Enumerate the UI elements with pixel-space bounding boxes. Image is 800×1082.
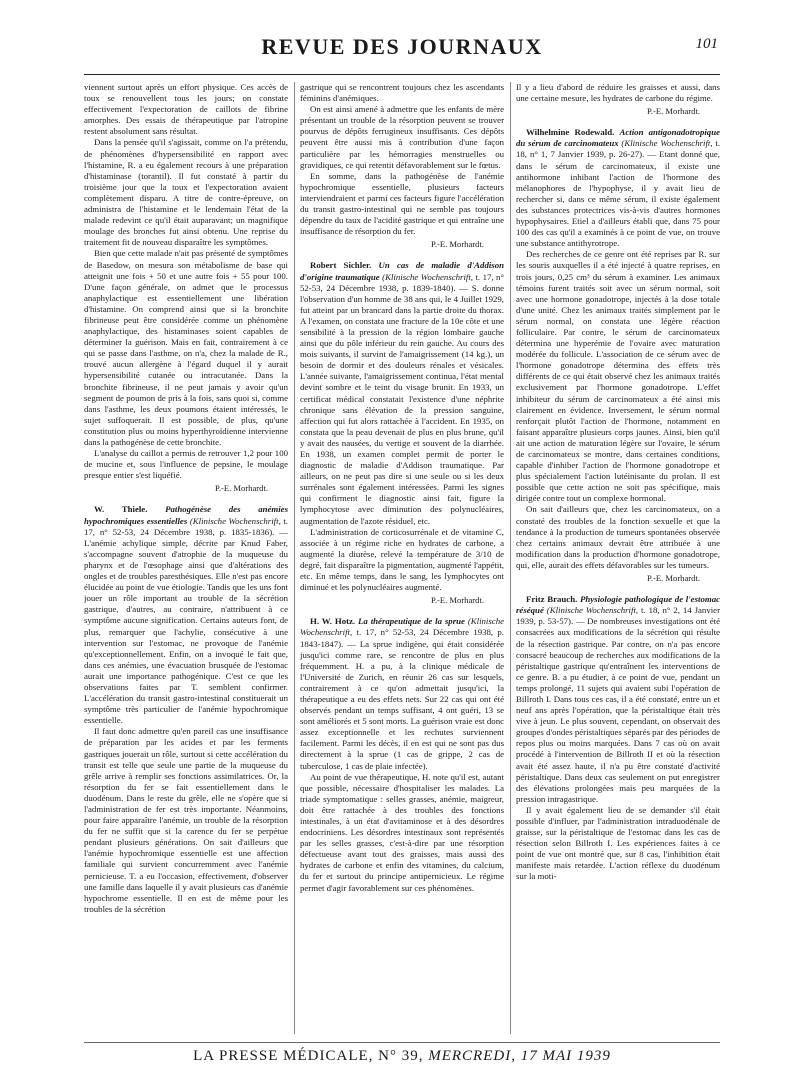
article-author: Robert Sichler. bbox=[310, 260, 372, 271]
footer-date: MERCREDI, 17 MAI 1939 bbox=[428, 1048, 611, 1064]
paragraph: On est ainsi amené à admettre que les enfants de mère présentant un trouble de la résorption peuvent se trouver pourvus de dépôts ferrugineux insuffisants. Ces dépôts peuvent être aussi mis à contribution d'une façon particulière par les hémorragies menstruelles ou gravidiques, ce qui retentit défavorablement sur le fœtus. bbox=[300, 104, 504, 170]
article-reference: t. 18, n° 2, 14 Janvier 1939, p. 53-57). bbox=[516, 605, 720, 627]
paragraph: Il faut donc admettre qu'en pareil cas une insuffisance de préparation par les acides et par les ferments gastriques jouerait un rôle, surtout si cette accélération du transit est telle que seule une partie de la muqueuse du grêle arrive à remplir ses fonctions assimilatrices. Or, la résorption du fer se fait essentiellement dans le duodénum. Dans le reste du grêle, elle ne s'opère que si l'administration de fer est très importante. Néanmoins, pour faire apparaître l'anémie, un trouble de la résorption du fer ne suffit que si la carence du fer se perpétue pendant plusieurs générations. On sait d'ailleurs que l'anémie hypochromique essentielle est une affection familiale qui survient concurremment avec l'anémie pernicieuse. T. a eu l'occasion, effectivement, d'observer une famille dans laquelle il y avait plusieurs cas d'anémie hypochrome essentielle. Il en est de même pour les troubles de la sécrétion bbox=[84, 726, 288, 914]
article-heading bbox=[300, 260, 504, 526]
paragraph: En somme, dans la pathogénèse de l'anémie hypochromique essentielle, plusieurs facteurs interviendraient et parmi ces facteurs figure l'accélération du transit gastro-intestinal qui ne semble pas toujours dépendre du taux de l'acidité gastrique et qui entraîne une insuffisance de résorption du fer. bbox=[300, 170, 504, 237]
page-header bbox=[84, 30, 720, 64]
paragraph: Il y a lieu d'abord de réduire les graisses et aussi, dans une certaine mesure, les hydrates de carbone du régime. bbox=[516, 82, 720, 104]
article-reference: t. 17, n° 52-53, 24 Décembre 1938, p. 1835-1836). bbox=[84, 515, 288, 537]
author-signature: P.-E. Morhardt. bbox=[647, 106, 700, 117]
article-columns bbox=[84, 82, 720, 1034]
paragraph: Des recherches de ce genre ont été reprises par R. sur les souris auxquelles il a été injecté à quatre reprises, en trois jours, 0,25 cm³ du sérum à examiner. Les animaux témoins furent traités soit avec un sérum normal, soit avec une hormone gonadotrope, injectés à la dose totale d'une unité. Chez les animaux traités simplement par le sérum normal, on constata une légère réaction folliculaire. Par contre, le sérum de carcinomateux détermina une hyperémie de l'ovaire avec maturation modérée du follicule. L'association de ce sérum avec de l'hormone gonadotrope détermina des effets très différents de ce qui était observé chez les animaux traités exclusivement par l'hormone gonadotrope. L'effet inhibiteur du sérum de carcinomateux a été ainsi mis clairement en évidence. Inversement, le sérum normal renforçait plutôt l'action de l'hormone, notamment en faisant apparaître plusieurs corps jaunes. Ainsi, bien qu'il ait une action de maturation légère sur l'ovaire, le sérum de carcinomateux se montre, dans certaines conditions, capable d'inhiber l'action de l'hormone gonadotrope et plus spécialement l'action lutéinisante du prolan. Il est possible que cette action ne soit pas spécifique, mais dirigée contre tout un complexe hormonal. bbox=[516, 249, 720, 504]
article-body: — Etant donné que, dans le sérum de carcinomateux, il existe une antihormone inhibant l'action de l'hormone des mélanophores de l'hypophyse, il y avait lieu de rechercher si, dans ce même sérum, il existe également des substances protectrices vis-à-vis d'autres hormones hypophysaires. Etiel a d'ailleurs établi que, dans 75 pour 100 des cas qu'il a examinés à ce point de vue, on trouve une substance antithyrotrope. bbox=[516, 149, 720, 249]
paragraph: gastrique qui se rencontrent toujours chez les ascendants féminins d'anémiques. bbox=[300, 82, 504, 104]
article-journal: (Klinische Wochenschrift, bbox=[189, 515, 281, 526]
column-divider bbox=[510, 82, 511, 1034]
article-journal: (Klinische Wochenschrift, bbox=[382, 271, 474, 282]
article-heading bbox=[516, 594, 720, 805]
article-body: — L'anémie achylique simple, décrite par Knud Faber, s'accompagne souvent d'atrophie de la muqueuse du pharynx et de l'œsophage ainsi que d'altérations des ongles et de troubles paresthésiques. Elle n'est pas encore élucidée au point de vue étiologie. Tandis que les uns font jouer un rôle important au trouble de la sécrétion gastrique, d'autres, au contraire, n'attribuent à ce symptôme aucune signification. Certains auteurs font, de plus, remarquer que l'achylie, consécutive à une intervention sur l'estomac, ne provoque de l'anémie qu'exceptionnellement. Enfin, on a invoqué le fait que, dans ces anémies, une évacuation brusquée de l'estomac aurait une importance pathogénique. C'est ce que les observations faites par T. semblent confirmer. L'accélération du transit gastro-intestinal constituerait un symptôme très particulier de l'anémie hypochromique essentielle. bbox=[84, 526, 288, 726]
column-3 bbox=[516, 82, 720, 1034]
article-reference: t. 17, n° 52-53, 24 Décembre 1938, p. 1843-1847). bbox=[300, 627, 504, 649]
column-1 bbox=[84, 82, 288, 1034]
author-signature: P.-E. Morhardt. bbox=[647, 573, 700, 584]
paragraph: L'administration de corticosurrénale et de vitamine C, associée à un régime riche en hydrates de carbone, a augmenté la diurèse, relevé la température de 3/10 de degré, fait disparaître la pigmentation, augmenté l'appétit, etc. En même temps, dans le sang, les lymphocytes ont diminué et les polynucléaires augmenté. bbox=[300, 526, 504, 593]
paragraph: Il y avait également lieu de se demander s'il était possible d'influer, par l'administration intraduodénale de graisse, sur la péristaltique de l'estomac dans les cas de résection selon Billroth I. Les expériences faites à ce point de vue ont montré que, sur 8 cas, l'inhibition était manifeste mais retardée. L'action réflexe du duodénum sur la moti- bbox=[516, 804, 720, 882]
article-author: H. W. Hotz. bbox=[310, 616, 356, 627]
paragraph: Dans la pensée qu'il s'agissait, comme on l'a prétendu, de phénomènes d'hypersensibilité en rapport avec l'histamine, R. a eu également recours à une préparation d'histaminase (torantil). Il fut constaté à partir du troisième jour que la toux et l'expectoration avaient complètement disparu. A titre de contre-épreuve, on administra de l'histamine et le lendemain l'état de la malade redevint ce qu'il était auparavant; un magnifique moulage des bronches fut ainsi obtenu. Une reprise du traitement fit de nouveau disparaître les symptômes. bbox=[84, 137, 288, 248]
article-body: — La sprue indigène, qui était considérée jusqu'ici comme rare, se rencontre de plus en plus fréquemment. H. a pu, à la clinique médicale de l'Université de Zurich, en réunir 26 cas sur lesquels, contrairement à ce qu'on admettait jusqu'ici, la thérapeutique a eu des effets nets. Sur 22 cas qui ont été observés pendant un temps suffisant, 4 ont guéri, 13 se sont améliorés et 5 sont morts. La guérison vraie est donc assez exceptionnelle et les rechutes surviennent facilement. Parmi les décès, il en est qui ne sont pas dus directement à la sprue (1 cas de grippe, 2 cas de tuberculose, 1 cas de plaie infectée). bbox=[300, 638, 504, 771]
article-journal: (Klinische Wochenschrift, bbox=[621, 138, 713, 149]
article-body: — De nombreuses investigations ont été consacrées aux modifications de la sécrétion qui résulte de la résection gastrique. Par contre, on n'a pas encore consacré beaucoup de recherches aux modifications de la péristaltique gastrique qu'entraînent les interventions de ce genre. B. a pu étudier, à ce point de vue, pendant un temps prolongé, 11 sujets qui avaient subi l'opération de Billroth I. Dans tous ces cas, il a été constaté, entre un et neuf ans après l'opération, que la péristaltique était très vive à jeun. Le plus souvent, cependant, on observait des groupes d'ondes péristaltiques séparés par des périodes de repos plus ou moins marquées. Dans 7 cas où on avait procédé à l'intervention de Billroth II et où la résection avait été assez haute, il n'a pu être constaté d'activité péristaltique. Dans deux cas seulement on put enregistrer des élévations prolongées mais peu marquées de la pression intragastrique. bbox=[516, 616, 720, 804]
paragraph: L'analyse du caillot a permis de retrouver 1,2 pour 100 de mucine et, sous l'influence de pepsine, le moulage presque entier s'est liquéfié. bbox=[84, 448, 288, 481]
article-author: W. Thiele. bbox=[94, 504, 148, 515]
article-author: Fritz Brauch. bbox=[526, 594, 578, 605]
article-title: Action antigonadotropique du sérum de carcinomateux bbox=[516, 127, 720, 149]
author-signature: P.-E. Morhardt. bbox=[215, 483, 268, 494]
article-title: Pathogénèse des anémies hypochromiques essentielles bbox=[84, 504, 288, 526]
paragraph: viennent surtout après un effort physique. Ces accès de toux se renouvellent tous les jours; on constate effectivement l'expectoration de caillots de fibrine amorphes. Des essais de thérapeutique par l'atropine restent absolument sans résultat. bbox=[84, 82, 288, 137]
article-title: Un cas de maladie d'Addison d'origine traumatique bbox=[300, 260, 504, 282]
article-reference: t. 18, n° 1, 7 Janvier 1939, p. 26-27). bbox=[516, 138, 720, 160]
paragraph: Au point de vue thérapeutique, H. note qu'il est, autant que possible, nécessaire d'hospitaliser les malades. La triade symptomatique : selles grasses, anémie, maigreur, doit être rattachée à des troubles des fonctions intestinales, à un état d'avitaminose et à des désordres endocriniens. Les désordres intestinaux sont représentés par les selles grasses, c'est-à-dire par une résorption défectueuse avant tout des graisses, mais aussi des hydrates de carbone et enfin des vitamines, du calcium, du fer et surtout du principe antipernicieux. Le régime permet d'agir favorablement sur ces phénomènes. bbox=[300, 771, 504, 893]
article-heading bbox=[516, 127, 720, 249]
footer-journal: LA PRESSE MÉDICALE, bbox=[193, 1048, 374, 1064]
footer-issue: N° 39, bbox=[378, 1048, 424, 1064]
article-title: La thérapeutique de la sprue bbox=[358, 616, 465, 627]
page-number: 101 bbox=[695, 36, 718, 52]
page-footer bbox=[84, 1048, 720, 1065]
column-2 bbox=[300, 82, 504, 1034]
article-journal: (Klinische Wochenschrift, bbox=[546, 605, 639, 616]
footer-rule bbox=[84, 1042, 720, 1043]
article-body: — S. donne l'observation d'un homme de 38 ans qui, le 4 Juillet 1929, fut atteint par un brancard dans la partie droite du thorax. A l'examen, on constata une fracture de la 10e côte et une sensibilité à la pression de la région lombaire gauche ainsi que du pôle inférieur du rein gauche. Au cours des mois suivants, il survint de l'amaigrissement (14 kg.), un besoin de dormir et des douleurs rénales et vésicales. L'année suivante, l'amaigrissement continua, l'état mental devint sombre et le teint du visage brunit. En 1933, un certificat médical constatait l'existence d'une néphrite chronique sans élévation de la pression sanguine, affection qui fut alors rattachée à l'accident. En 1935, on constata que la peau devenait de plus en plus brune, qu'il y avait des nausées, du vertige et souvent de la diarrhée. En 1938, un examen complet permit de porter le diagnostic de maladie d'Addison traumatique. Par ailleurs, on ne peut pas dire si une seule ou si les deux surrénales sont également intéressées. Parmi les signes qui confirment le diagnostic ainsi fait, figure la lymphocytose avec diminution des polynucléaires, augmentation de l'azote résiduel, etc. bbox=[300, 282, 504, 526]
column-divider bbox=[294, 82, 295, 1034]
article-author: Wilhelmine Rodewald. bbox=[526, 127, 615, 138]
author-signature: P.-E. Morhardt. bbox=[431, 595, 484, 606]
paragraph: Bien que cette malade n'ait pas présenté de symptômes de Basedow, on mesura son métabolisme de base qui atteignit une fois + 50 et une autre fois + 55 pour 100. D'une façon générale, on admet que le processus anaphylactique est essentiellement une libération d'histamine. On comprend ainsi que si la bronchite fibrineuse peut être considérée comme un phénomène anaphylactique, des histaminases soient capables de déterminer la guérison. Mais en fait, contrairement à ce qui se passe dans l'asthme, on n'a, chez la malade de R., trouvé aucun allergène à l'égard duquel il y aurait hypersensibilité cutanée ou intracutanée. Dans la bronchite fibrineuse, il ne peut jamais y avoir qu'un segment de poumon de pris à la fois, sans quoi si, comme dans l'asthme, les deux poumons étaient intéressés, le sujet suffoquerait. Il est possible, de plus, qu'une constitution plus ou moins hyperthyroïdienne intervienne dans la pathogénèse de cette bronchite. bbox=[84, 248, 288, 447]
article-heading bbox=[300, 616, 504, 771]
paragraph: On sait d'ailleurs que, chez les carcinomateux, on a constaté des troubles de la fonction sexuelle et que la tendance à la production de tumeurs spontanées observée chez certains animaux devrait être attribuée à une modification dans la production d'hormone gonadotrope, qui, elle, aurait des effets défavorables sur les tumeurs. bbox=[516, 504, 720, 570]
author-signature: P.-E. Morhardt. bbox=[431, 239, 484, 250]
article-heading bbox=[84, 504, 288, 726]
header-rule bbox=[84, 74, 720, 75]
article-reference: t. 17, n° 52-53, 24 Décembre 1938, p. 1839-1840). bbox=[300, 271, 504, 293]
article-journal: (Klinische Wochenschrift, bbox=[300, 616, 504, 638]
journal-title: REVUE DES JOURNAUX bbox=[261, 34, 543, 59]
article-title: Physiologie pathologique de l'estomac réséqué bbox=[516, 594, 720, 616]
